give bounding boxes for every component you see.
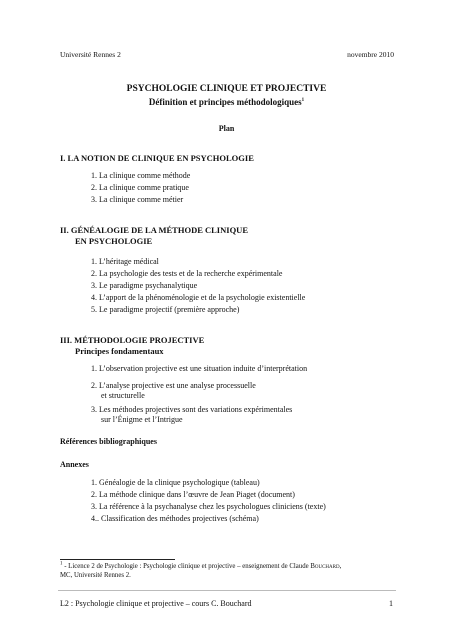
header-date: novembre 2010 — [347, 50, 394, 59]
document-subtitle — [0, 97, 453, 107]
section-2-heading-cont: EN PSYCHOLOGIE — [75, 236, 153, 246]
plan-heading: Plan — [218, 124, 235, 133]
section-3-subheading: Principes fondamentaux — [75, 346, 164, 356]
section-1-heading: I. LA NOTION DE CLINIQUE EN PSYCHOLOGIE — [60, 153, 254, 163]
page-number: 1 — [389, 599, 393, 608]
annex-item: 4.. Classification des méthodes projectives (schéma) — [91, 514, 259, 523]
section-2-item: 1. L’héritage médical — [91, 257, 159, 266]
footnote-line-2: MC, Université Rennes 2. — [60, 572, 131, 579]
footnote-author: Bouchard — [310, 563, 340, 570]
section-2-item: 3. Le paradigme psychanalytique — [91, 281, 198, 290]
section-1-item: 2. La clinique comme pratique — [91, 183, 189, 192]
section-3-item-cont: et structurelle — [101, 391, 145, 400]
footnote-text: - Licence 2 de Psychologie : Psychologie clinique et projective – enseignement de Claude — [62, 563, 311, 570]
section-3-item: 3. Les méthodes projectives sont des variations expérimentales — [91, 405, 293, 414]
section-2-item: 5. Le paradigme projectif (première approche) — [91, 305, 240, 314]
document-title: PSYCHOLOGIE CLINIQUE ET PROJECTIVE — [126, 84, 327, 94]
footnote-rule — [60, 559, 175, 560]
section-1-item: 3. La clinique comme métier — [91, 195, 184, 204]
annex-item: 2. La méthode clinique dans l’œuvre de Jean Piaget (document) — [91, 490, 295, 499]
footer-course: L2 : Psychologie clinique et projective – cours C. Bouchard — [60, 599, 252, 608]
section-3-item: 2. L’analyse projective est une analyse processuelle — [91, 381, 256, 390]
section-3-item-cont: sur l’Énigme et l’Intrigue — [101, 415, 183, 424]
header-institution: Université Rennes 2 — [60, 50, 121, 59]
section-1-item: 1. La clinique comme méthode — [91, 171, 191, 180]
footnote-ref: 1 — [301, 98, 305, 103]
section-2-heading: II. GÉNÉALOGIE DE LA MÉTHODE CLINIQUE — [60, 225, 248, 235]
footnote-number: 1 — [60, 561, 63, 567]
footnote-comma: , — [339, 563, 342, 570]
subtitle-text: Définition et principes méthodologiques — [148, 97, 302, 107]
section-3-item: 1. L’observation projective est une situation induite d’interprétation — [91, 364, 308, 373]
section-3-heading: III. MÉTHODOLOGIE PROJECTIVE — [60, 335, 205, 345]
footnote-line-1 — [60, 563, 341, 570]
annex-item: 1. Généalogie de la clinique psychologique (tableau) — [91, 478, 260, 487]
section-2-item: 4. L’apport de la phénoménologie et de la psychologie existentielle — [91, 293, 306, 302]
references-heading: Références bibliographiques — [60, 437, 157, 446]
footer-rule — [58, 590, 396, 591]
section-2-item: 2. La psychologie des tests et de la recherche expérimentale — [91, 269, 283, 278]
annexes-heading: Annexes — [60, 460, 89, 469]
annex-item: 3. La référence à la psychanalyse chez les psychologues cliniciens (texte) — [91, 502, 326, 511]
